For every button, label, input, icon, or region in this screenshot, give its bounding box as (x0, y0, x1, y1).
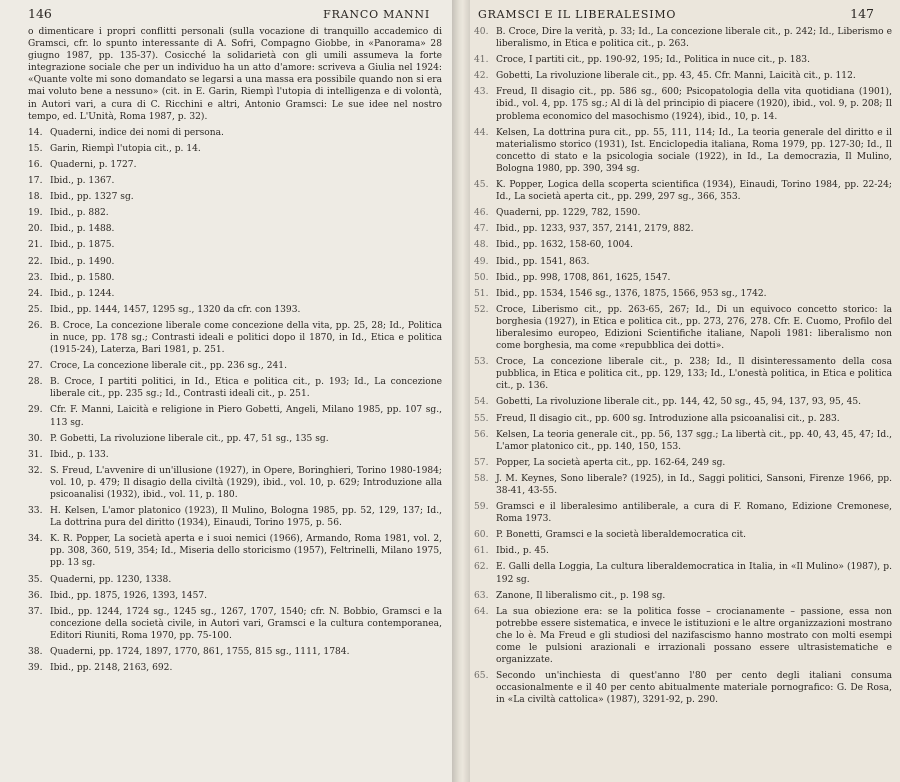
footnote (474, 413, 892, 425)
footnote (28, 175, 442, 187)
footnote-text: Ibid., p. 1244. (50, 288, 115, 299)
footnote-number: 49. (474, 256, 489, 267)
footnote-number: 58. (474, 473, 489, 484)
footnote-text: J. M. Keynes, Sono liberale? (1925), in Id., Saggi politici, Sansoni, Firenze 1966, pp. 38-41, 43-55. (496, 473, 892, 496)
footnote (28, 376, 442, 400)
footnote-text: B. Croce, Dire la verità, p. 33; Id., La concezione liberale cit., p. 242; Id., Liberismo e liberalismo, in Etica e politica cit., p. 263. (496, 27, 892, 50)
footnote (474, 590, 892, 602)
footnote-text: Gobetti, La rivoluzione liberale cit., pp. 144, 42, 50 sg., 45, 94, 137, 93, 95, 45. (496, 397, 862, 408)
footnote-number: 21. (28, 240, 43, 251)
footnote (474, 256, 892, 268)
footnote-number: 59. (474, 502, 489, 513)
footnote-number: 36. (28, 590, 43, 601)
footnote-text: Ibid., pp. 1534, 1546 sg., 1376, 1875, 1566, 953 sg., 1742. (496, 288, 767, 299)
footnote-number: 33. (28, 506, 43, 517)
footnote-text: Ibid., p. 1490. (50, 256, 115, 267)
footnote (474, 473, 892, 497)
footnote (474, 127, 892, 175)
footnote-text: S. Freud, L'avvenire di un'illusione (1927), in Opere, Boringhieri, Torino 1980-1984; vol. 10, p. 479; Il disagio della civiltà (1929), ibid., vol. 10, p. 629; Introduzione alla psicoanalisi (1932), ibid., vol. 11, p. 180. (50, 465, 442, 500)
footnote (474, 501, 892, 525)
footnote (28, 207, 442, 219)
left-page-number: 146 (28, 6, 52, 21)
right-notes-list (474, 26, 892, 707)
footnote-number: 52. (474, 304, 489, 315)
left-running-head: FRANCO MANNI (323, 8, 430, 21)
footnote-number: 51. (474, 288, 489, 299)
footnote-text: La sua obiezione era: se la politica fosse – crocianamente – passione, essa non potrebbe essere sistematica, e invece le istituzioni e le altre organizzazioni mostrano che lo è. Ma Freud e gli studiosi del nazifascismo hanno mostrato con molti esempi come le pulsioni arazionali e irrazionali possano essere ultrasistematiche e organizzate. (496, 606, 892, 666)
footnote (474, 304, 892, 352)
footnote (474, 670, 892, 706)
footnote-text: K. Popper, Logica della scoperta scientifica (1934), Einaudi, Torino 1984, pp. 22-24; Id., La società aperta cit., pp. 299, 297 sg., 366, 353. (496, 180, 892, 203)
footnote-number: 65. (474, 671, 489, 682)
footnote-text: E. Galli della Loggia, La cultura liberaldemocratica in Italia, in «Il Mulino» (1987), p. 192 sg. (496, 562, 892, 585)
footnote-number: 27. (28, 361, 43, 372)
footnote-text: Ibid., p. 1875. (50, 240, 115, 251)
right-running-head: GRAMSCI E IL LIBERALESIMO (478, 8, 677, 21)
footnote (28, 404, 442, 428)
right-page (452, 0, 900, 782)
footnote-number: 23. (28, 272, 43, 283)
footnote-number: 16. (28, 159, 43, 170)
footnote-text: K. R. Popper, La società aperta e i suoi nemici (1966), Armando, Roma 1981, vol. 2, pp. 308, 360, 519, 354; Id., Miseria dello storicismo (1957), Feltrinelli, Milano 1975, pp. 13 sg. (50, 534, 442, 569)
footnote (28, 606, 442, 642)
footnote (28, 533, 442, 569)
footnote-text: Zanone, Il liberalismo cit., p. 198 sg. (496, 590, 666, 601)
footnote (28, 143, 442, 155)
footnote-number: 54. (474, 397, 489, 408)
footnote-number: 29. (28, 405, 43, 416)
footnote (474, 26, 892, 50)
footnote (28, 574, 442, 586)
footnote-number: 22. (28, 256, 43, 267)
footnote-text: Ibid., pp. 1327 sg. (50, 192, 134, 203)
footnote-text: Ibid., p. 133. (50, 449, 109, 460)
footnote-number: 24. (28, 288, 43, 299)
footnote-text: H. Kelsen, L'amor platonico (1923), Il Mulino, Bologna 1985, pp. 52, 129, 137; Id., La dottrina pura del diritto (1934), Einaudi, Torino 1975, p. 56. (50, 506, 442, 529)
footnote-number: 47. (474, 224, 489, 235)
footnote-text: Popper, La società aperta cit., pp. 162-64, 249 sg. (496, 457, 726, 468)
footnote (474, 529, 892, 541)
footnote-number: 57. (474, 457, 489, 468)
footnote-number: 44. (474, 127, 489, 138)
footnote (474, 457, 892, 469)
footnote-text: Croce, I partiti cit., pp. 190-92, 195; Id., Politica in nuce cit., p. 183. (496, 55, 810, 66)
footnote-text: Cfr. F. Manni, Laicità e religione in Piero Gobetti, Angeli, Milano 1985, pp. 107 sg., 113 sg. (50, 405, 442, 428)
footnote (474, 86, 892, 122)
footnote-text: Ibid., p. 1367. (50, 176, 115, 187)
footnote-text: Kelsen, La teoria generale cit., pp. 56, 137 sgg.; La libertà cit., pp. 40, 43, 45, 47; Id., L'amor platonico cit., pp. 140, 150, 153. (496, 429, 892, 452)
footnote-number: 19. (28, 208, 43, 219)
footnote-text: Ibid., pp. 1233, 937, 357, 2141, 2179, 882. (496, 224, 694, 235)
footnote-number: 25. (28, 304, 43, 315)
footnote (28, 159, 442, 171)
footnote (28, 465, 442, 501)
footnote-number: 14. (28, 127, 43, 138)
footnote-text: Ibid., p. 1580. (50, 272, 115, 283)
footnote (474, 272, 892, 284)
footnote-number: 48. (474, 240, 489, 251)
footnote-text: Ibid., pp. 1875, 1926, 1393, 1457. (50, 590, 208, 601)
footnote (28, 304, 442, 316)
footnote (474, 179, 892, 203)
footnote (28, 590, 442, 602)
footnote (28, 433, 442, 445)
footnote (28, 272, 442, 284)
left-notes-list (28, 127, 442, 674)
footnote (28, 288, 442, 300)
footnote (28, 256, 442, 268)
footnote-number: 32. (28, 465, 43, 476)
footnote-text: B. Croce, I partiti politici, in Id., Etica e politica cit., p. 193; Id., La concezione liberale cit., pp. 235 sg.; Id., Contrasti ideali cit., p. 251. (50, 377, 442, 400)
footnote-text: Quaderni, pp. 1230, 1338. (50, 574, 172, 585)
footnote-text: Croce, La concezione liberale cit., pp. 236 sg., 241. (50, 361, 287, 372)
footnote-number: 53. (474, 357, 489, 368)
footnote-text: Kelsen, La dottrina pura cit., pp. 55, 111, 114; Id., La teoria generale del diritto e il materialismo storico (1931), Ist. Enciclopedia italiana, Roma 1979, pp. 127-30; Id., Il concetto di stato e la psicologia sociale (1922), in Id., La democrazia, Il Mulino, Bologna 1980, pp. 390, 394 sg. (496, 127, 892, 174)
footnote-number: 40. (474, 27, 489, 37)
footnote (474, 545, 892, 557)
footnote (474, 606, 892, 666)
footnote-text: Garin, Riempì l'utopia cit., p. 14. (50, 143, 201, 154)
footnote-number: 17. (28, 176, 43, 187)
footnote (474, 54, 892, 66)
footnote-text: Ibid., p. 1488. (50, 224, 115, 235)
footnote-number: 55. (474, 413, 489, 424)
footnote-text: Ibid., pp. 2148, 2163, 692. (50, 663, 173, 674)
footnote (474, 239, 892, 251)
footnote-text: Croce, La concezione liberale cit., p. 238; Id., Il disinteressamento della cosa pubblica, in Etica e politica cit., pp. 129, 133; Id., L'onestà politica, in Etica e politica cit., p. 136. (496, 357, 892, 392)
footnote-number: 60. (474, 530, 489, 541)
intro-paragraph: o dimenticare i propri conflitti personali (sulla vocazione di tranquillo accademico di Gramsci, cfr. lo spunto interessante di A. Sofri, Compagno Giobbe, in «Panorama» 28 giugno 1987, pp. 135-37). Cosicché la solidarietà con gli umili assumeva la forte integrazione sociale che per un individuo ha un atto d'amore: scriveva a Giulia nel 1924: «Quante volte mi sono domandato se legarsi a una massa era possibile quando non si era mai voluto bene a nessuno» (cit. in E. Garin, Riempì l'utopia di intelligenza e di volontà, in Autori vari, a cura di C. Ricchini e altri, Antonio Gramsci: Le sue idee nel nostro tempo, ed. L'Unità, Roma 1987, p. 32). (28, 27, 442, 122)
footnote-text: Croce, Liberismo cit., pp. 263-65, 267; Id., Di un equivoco concetto storico: la borghesia (1927), in Etica e politica cit., pp. 273, 276, 278. Cfr. E. Cuomo, Profilo del liberalesimo europeo, Edizioni Scientifiche italiane, Napoli 1981: liberalismo non come borghesia, ma come «repubblica dei dotti». (496, 304, 892, 352)
footnote (28, 127, 442, 139)
footnote-number: 41. (474, 55, 489, 66)
footnote-number: 43. (474, 87, 489, 98)
footnote-number: 61. (474, 546, 489, 557)
footnote-text: Secondo un'inchiesta di quest'anno l'80 per cento degli italiani consuma occasionalmente e il 40 per cento abitualmente materiale pornografico: G. De Rosa, in «La civiltà cattolica» (1987), 3291-92, p. 290. (496, 671, 892, 706)
footnote (474, 356, 892, 392)
footnote-text: Ibid., pp. 1244, 1724 sg., 1245 sg., 1267, 1707, 1540; cfr. N. Bobbio, Gramsci e la concezione della società civile, in Autori vari, Gramsci e la cultura contemporanea, Editori Riuniti, Roma 1970, pp. 75-100. (50, 606, 442, 641)
footnote-text: P. Bonetti, Gramsci e la società liberaldemocratica cit. (496, 530, 747, 541)
footnote-text: Gramsci e il liberalesimo antiliberale, a cura di F. Romano, Edizione Cremonese, Roma 1973. (496, 502, 892, 525)
footnote (474, 396, 892, 408)
footnote (28, 646, 442, 658)
footnote-number: 34. (28, 534, 43, 545)
footnote-number: 26. (28, 320, 43, 331)
footnote-number: 45. (474, 180, 489, 191)
footnote (28, 662, 442, 674)
footnote (474, 429, 892, 453)
footnote-text: Freud, Il disagio cit., pp. 600 sg. Introduzione alla psicoanalisi cit., p. 283. (496, 413, 840, 424)
footnote-number: 46. (474, 208, 489, 219)
footnote-text: Ibid., pp. 998, 1708, 861, 1625, 1547. (496, 272, 671, 283)
footnote (28, 320, 442, 356)
footnote-text: Quaderni, p. 1727. (50, 159, 137, 170)
footnote (28, 239, 442, 251)
footnote-number: 35. (28, 574, 43, 585)
footnote-number: 31. (28, 449, 43, 460)
footnote-text: Ibid., p. 45. (496, 546, 549, 557)
footnote-text: Quaderni, indice dei nomi di persona. (50, 127, 224, 138)
footnote (474, 223, 892, 235)
footnote-number: 42. (474, 71, 489, 82)
footnote-text: Quaderni, pp. 1229, 782, 1590. (496, 208, 641, 219)
footnote-text: Quaderni, pp. 1724, 1897, 1770, 861, 1755, 815 sg., 1111, 1784. (50, 647, 350, 658)
right-page-number: 147 (850, 6, 874, 21)
footnote-text: Ibid., p. 882. (50, 208, 109, 219)
footnote-number: 37. (28, 606, 43, 617)
footnote-number: 15. (28, 143, 43, 154)
footnote-number: 18. (28, 192, 43, 203)
footnote-number: 63. (474, 590, 489, 601)
footnote (28, 223, 442, 235)
footnote-number: 20. (28, 224, 43, 235)
footnote-number: 62. (474, 562, 489, 573)
footnote-number: 64. (474, 606, 489, 617)
footnote-number: 39. (28, 663, 43, 674)
footnote-text: P. Gobetti, La rivoluzione liberale cit., pp. 47, 51 sg., 135 sg. (50, 433, 329, 444)
footnote (474, 70, 892, 82)
footnote-text: Ibid., pp. 1541, 863. (496, 256, 590, 267)
left-page-header (28, 6, 442, 22)
right-page-header (474, 6, 892, 22)
footnote-text: Gobetti, La rivoluzione liberale cit., pp. 43, 45. Cfr. Manni, Laicità cit., p. 112. (496, 71, 856, 82)
footnote-number: 56. (474, 429, 489, 440)
footnote-text: Ibid., pp. 1444, 1457, 1295 sg., 1320 da cfr. con 1393. (50, 304, 301, 315)
footnote-text: Ibid., pp. 1632, 158-60, 1004. (496, 240, 633, 251)
footnote (474, 288, 892, 300)
footnote (28, 505, 442, 529)
footnote (474, 207, 892, 219)
footnote-number: 38. (28, 647, 43, 658)
footnote-text: B. Croce, La concezione liberale come concezione della vita, pp. 25, 28; Id., Politica in nuce, pp. 178 sg.; Contrasti ideali e politici dopo il 1870, in Id., Etica e politica (1915-24), Laterza, Bari 1981, p. 251. (50, 320, 442, 356)
footnote (474, 561, 892, 585)
footnote-number: 28. (28, 377, 43, 388)
footnote-text: Freud, Il disagio cit., pp. 586 sg., 600; Psicopatologia della vita quotidiana (1901), ibid., vol. 4, pp. 175 sg.; Al di là del principio di piacere (1920), ibid., vol. 9, p. 208; Il problema economico del masochismo (1924), ibid., 10, p. 14. (496, 87, 892, 122)
footnote (28, 191, 442, 203)
footnote (28, 360, 442, 372)
footnote-number: 30. (28, 433, 43, 444)
footnote (28, 449, 442, 461)
footnote-number: 50. (474, 272, 489, 283)
